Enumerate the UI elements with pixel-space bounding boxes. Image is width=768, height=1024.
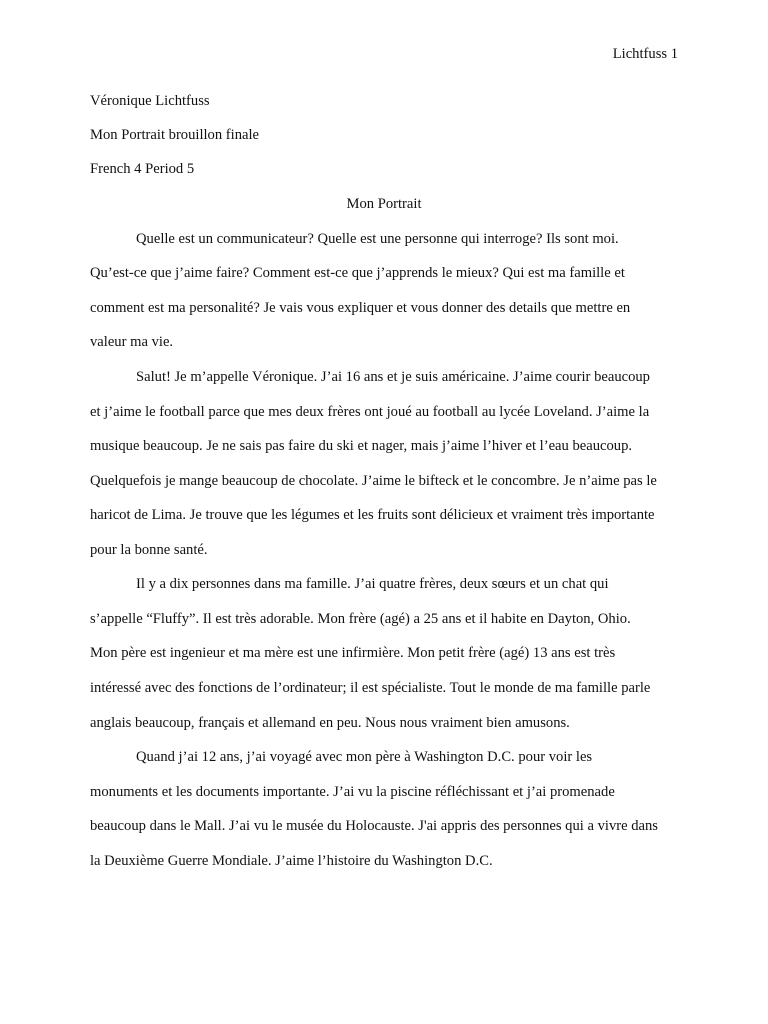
text-line: Mon père est ingenieur et ma mère est une infirmière. Mon petit frère (agé) 13 ans est très xyxy=(90,645,616,661)
text-line: beaucoup dans le Mall. J’ai vu le musée du Holocauste. J'ai appris des personnes qui a vivre dans xyxy=(90,818,658,834)
text-line: Il y a dix personnes dans ma famille. J’ai quatre frères, deux sœurs et un chat qui xyxy=(136,576,609,592)
document-title: Mon Portrait xyxy=(346,196,422,212)
text-line: Salut! Je m’appelle Véronique. J’ai 16 ans et je suis américaine. J’aime courir beaucoup xyxy=(136,369,650,385)
text-line: anglais beaucoup, français et allemand en peu. Nous nous vraiment bien amusons. xyxy=(90,715,570,731)
text-line: Qu’est-ce que j’aime faire? Comment est-ce que j’apprends le mieux? Qui est ma famille et xyxy=(90,265,625,281)
text-line: pour la bonne santé. xyxy=(90,542,208,558)
text-line: valeur ma vie. xyxy=(90,334,174,350)
text-line: et j’aime le football parce que mes deux frères ont joué au football au lycée Loveland. J’aime la xyxy=(90,404,650,420)
text-line: monuments et les documents importante. J’ai vu la piscine réfléchissant et j’ai promenade xyxy=(90,784,615,800)
text-line: Quelle est un communicateur? Quelle est une personne qui interroge? Ils sont moi. xyxy=(136,231,619,247)
text-line: comment est ma personalité? Je vais vous expliquer et vous donner des details que mettre en xyxy=(90,300,631,316)
text-line: musique beaucoup. Je ne sais pas faire du ski et nager, mais j’aime l’hiver et l’eau beaucoup. xyxy=(90,438,633,454)
course-info: French 4 Period 5 xyxy=(90,161,195,177)
author-name: Véronique Lichtfuss xyxy=(90,93,210,109)
text-line: intéressé avec des fonctions de l’ordinateur; il est spécialiste. Tout le monde de ma famille parle xyxy=(90,680,651,696)
page-header: Lichtfuss 1 xyxy=(612,46,678,62)
assignment-name: Mon Portrait brouillon finale xyxy=(90,127,260,143)
text-line: s’appelle “Fluffy”. Il est très adorable. Mon frère (agé) a 25 ans et il habite en Dayton, Ohio. xyxy=(90,611,631,627)
text-line: la Deuxième Guerre Mondiale. J’aime l’histoire du Washington D.C. xyxy=(90,853,493,869)
text-line: haricot de Lima. Je trouve que les légumes et les fruits sont délicieux et vraiment très importante xyxy=(90,507,655,523)
text-line: Quelquefois je mange beaucoup de chocolate. J’aime le bifteck et le concombre. Je n’aime pas le xyxy=(90,473,657,489)
text-line: Quand j’ai 12 ans, j’ai voyagé avec mon père à Washington D.C. pour voir les xyxy=(136,749,593,765)
